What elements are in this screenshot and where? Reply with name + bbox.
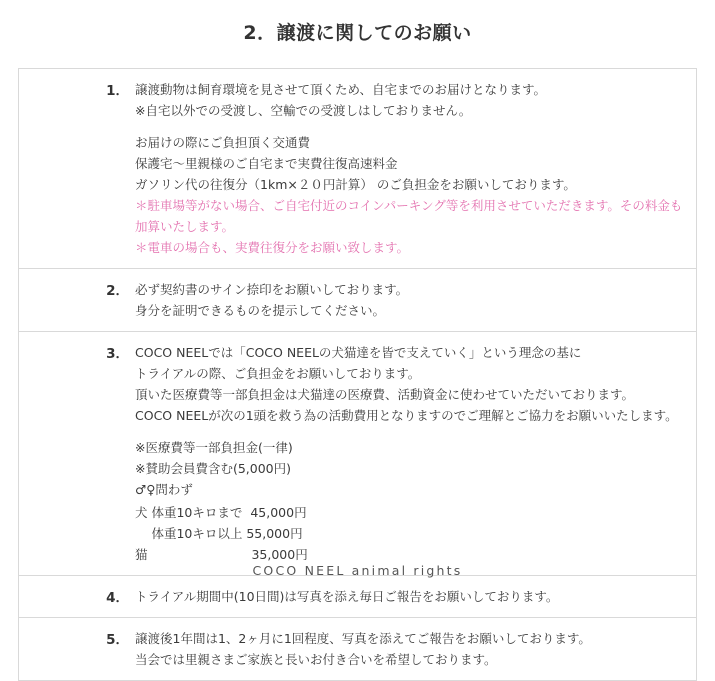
section-line: トライアル期間中(10日間)は写真を添え毎日ご報告をお願いしております。 — [135, 589, 559, 604]
section-line: 必ず契約書のサイン捺印をお願いしております。 — [135, 282, 409, 297]
section-number: 2． — [106, 283, 129, 299]
section-line: 譲渡動物は飼育環境を見させて頂くため、自宅までのお届けとなります。 — [135, 82, 547, 97]
table-row — [19, 69, 696, 269]
section-line: ※医療費等一部負担金(一律) — [135, 440, 293, 455]
line-spacer — [135, 121, 684, 132]
table-row — [19, 618, 696, 680]
section-line-highlight: ＊電車の場合も、実費往復分をお願い致します。 — [135, 240, 410, 255]
section-number-cell — [19, 576, 131, 617]
terms-table — [18, 68, 697, 681]
table-row — [19, 576, 696, 618]
fee-table — [135, 502, 684, 565]
line-spacer — [135, 426, 684, 437]
section-body — [131, 576, 696, 617]
fee-line: 体重10キロ以上 55,000円 — [135, 526, 303, 541]
section-body — [131, 332, 696, 575]
section-line: ♂♀問わず — [135, 482, 193, 497]
fee-line: 犬 体重10キロまで 45,000円 — [135, 505, 307, 520]
fee-line: 猫 35,000円 — [135, 547, 308, 562]
section-number-cell — [19, 618, 131, 680]
section-line: ※自宅以外での受渡し、空輸での受渡しはしておりません。 — [135, 103, 472, 118]
section-line: 身分を証明できるものを提示してください。 — [135, 303, 386, 318]
section-number-cell — [19, 332, 131, 575]
section-line: ガソリン代の往復分（1km×２０円計算） のご負担金をお願いしております。 — [135, 177, 576, 192]
section-number: 5． — [106, 632, 129, 648]
section-line: ※賛助会員費含む(5,000円) — [135, 461, 292, 476]
section-number: 1． — [106, 83, 129, 99]
section-number: 4． — [106, 590, 129, 606]
section-line: 頂いた医療費等一部負担金は犬猫達の医療費、活動資金に使わせていただいております。 — [135, 387, 635, 402]
section-line: COCO NEELが次の1頭を救う為の活動費用となりますのでご理解とご協力をお願いいたします。 — [135, 408, 678, 423]
section-line: お届けの際にご負担頂く交通費 — [135, 135, 311, 150]
section-number-cell — [19, 69, 131, 268]
section-line-highlight: ＊駐車場等がない場合、ご自宅付近のコインパーキング等を利用させていただきます。その料金も加算いたします。 — [135, 198, 683, 234]
section-line: トライアルの際、ご負担金をお願いしております。 — [135, 366, 421, 381]
section-body — [131, 269, 696, 331]
table-row — [19, 332, 696, 576]
section-line: 当会では里親さまご家族と長いお付き合いを希望しております。 — [135, 652, 497, 667]
section-line: 譲渡後1年間は1、2ヶ月に1回程度、写真を添えてご報告をお願いしております。 — [135, 631, 591, 646]
section-body — [131, 69, 696, 268]
page-title: 2．譲渡に関してのお願い — [243, 22, 472, 44]
section-number-cell — [19, 269, 131, 331]
table-row — [19, 269, 696, 332]
section-body — [131, 618, 696, 680]
organization-footer: COCO NEEL animal rights — [252, 563, 463, 578]
section-line: 保護宅〜里親様のご自宅まで実費往復高速料金 — [135, 156, 398, 171]
section-line: COCO NEELでは「COCO NEELの犬猫達を皆で支えていく」という理念の基に — [135, 345, 582, 360]
section-number: 3． — [106, 346, 129, 362]
